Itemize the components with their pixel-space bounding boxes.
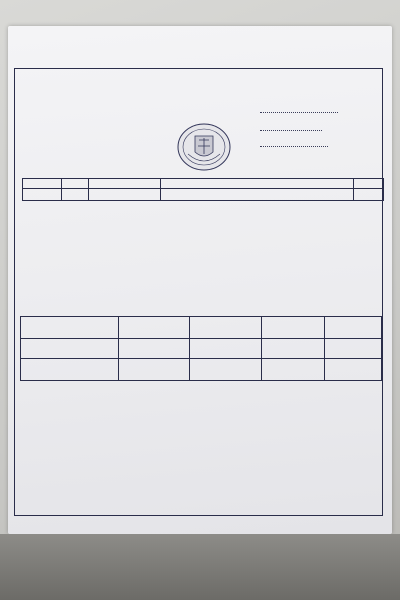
recipients-table	[22, 178, 384, 201]
signature-label	[119, 317, 189, 339]
rank-cell-2	[189, 359, 261, 381]
number-value	[61, 189, 89, 201]
ministry-emblem	[176, 122, 232, 172]
means-cell-2	[261, 359, 324, 381]
table-surface	[0, 534, 400, 600]
delivery-time-label	[324, 317, 381, 339]
for-info-label	[354, 189, 384, 201]
sender-line	[260, 112, 338, 113]
recipient-2	[161, 189, 354, 201]
sender-receiver-line	[260, 130, 322, 131]
recipient-1	[161, 179, 354, 189]
rank-signature-label	[189, 317, 261, 339]
means-label	[261, 317, 324, 339]
col-secrecy	[89, 179, 161, 189]
secrecy-value	[89, 189, 161, 201]
serial-number-line	[260, 146, 328, 147]
priority-value	[23, 189, 62, 201]
signatory-name	[21, 339, 119, 359]
delivery-table	[20, 316, 382, 381]
signature-cell	[21, 317, 119, 339]
document-page	[8, 26, 392, 534]
col-priority	[23, 179, 62, 189]
position-label	[119, 359, 189, 381]
col-number	[61, 179, 89, 189]
means-cell-1	[261, 339, 324, 359]
official-label	[119, 339, 189, 359]
position-value	[21, 359, 119, 381]
send-time-label	[324, 339, 381, 359]
receive-time-label	[324, 359, 381, 381]
to-label	[354, 179, 384, 189]
rank-cell-1	[189, 339, 261, 359]
